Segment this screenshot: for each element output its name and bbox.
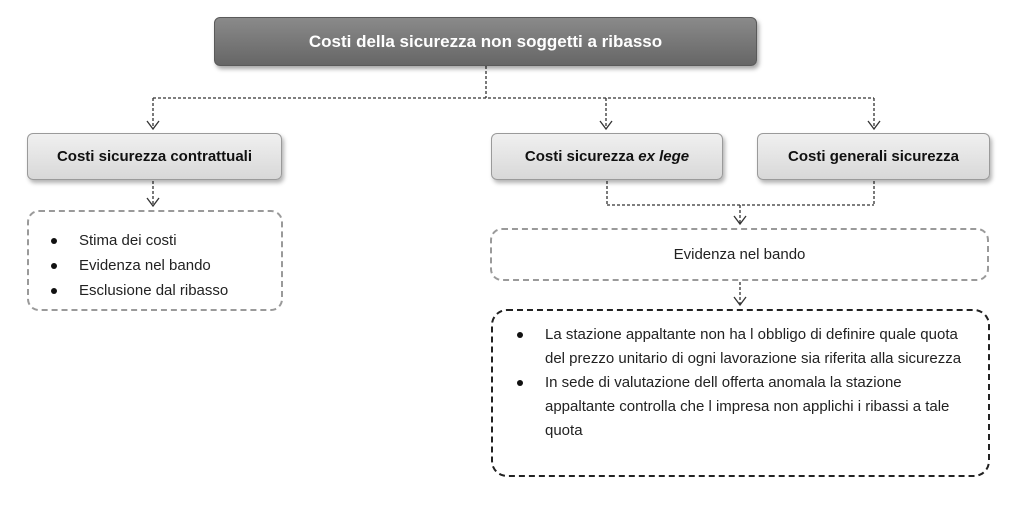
bullet-icon	[51, 238, 57, 244]
list-item	[79, 228, 228, 253]
exlege-list	[545, 323, 975, 443]
list-item-text: Stima dei costi	[79, 232, 177, 249]
list-item	[79, 253, 228, 278]
list-item-text: Evidenza nel bando	[79, 257, 211, 274]
list-item	[545, 323, 975, 371]
category-contrattuali-label: Costi sicurezza contrattuali	[56, 148, 253, 165]
category-exlege-italic: ex lege	[638, 148, 690, 165]
contrattuali-list-box	[27, 210, 283, 311]
category-generali	[757, 133, 990, 180]
bullet-icon	[51, 263, 57, 269]
evidenza-box	[490, 228, 989, 281]
list-item-text: La stazione appaltante non ha l obbligo di definire quale quota del prezzo unitario di ogni lavorazione sia riferita alla sicurezza	[545, 326, 962, 367]
contrattuali-list	[79, 228, 228, 303]
category-contrattuali	[27, 133, 282, 180]
bullet-icon	[51, 288, 57, 294]
category-generali-label: Costi generali sicurezza	[788, 148, 959, 165]
list-item	[545, 371, 975, 443]
list-item-text: Esclusione dal ribasso	[79, 282, 229, 299]
exlege-list-box	[491, 309, 990, 477]
evidenza-text: Evidenza nel bando	[673, 246, 806, 263]
diagram-title	[214, 17, 757, 66]
list-item	[79, 278, 228, 303]
bullet-icon	[517, 380, 523, 386]
bullet-icon	[517, 332, 523, 338]
category-exlege-label	[525, 148, 689, 165]
category-exlege	[491, 133, 723, 180]
diagram-title-text: Costi della sicurezza non soggetti a ribasso	[308, 31, 663, 51]
list-item-text: In sede di valutazione dell offerta anomala la stazione appaltante controlla che l impresa non applichi i ribassi a tale quota	[545, 374, 950, 439]
category-exlege-prefix: Costi sicurezza	[524, 148, 639, 165]
